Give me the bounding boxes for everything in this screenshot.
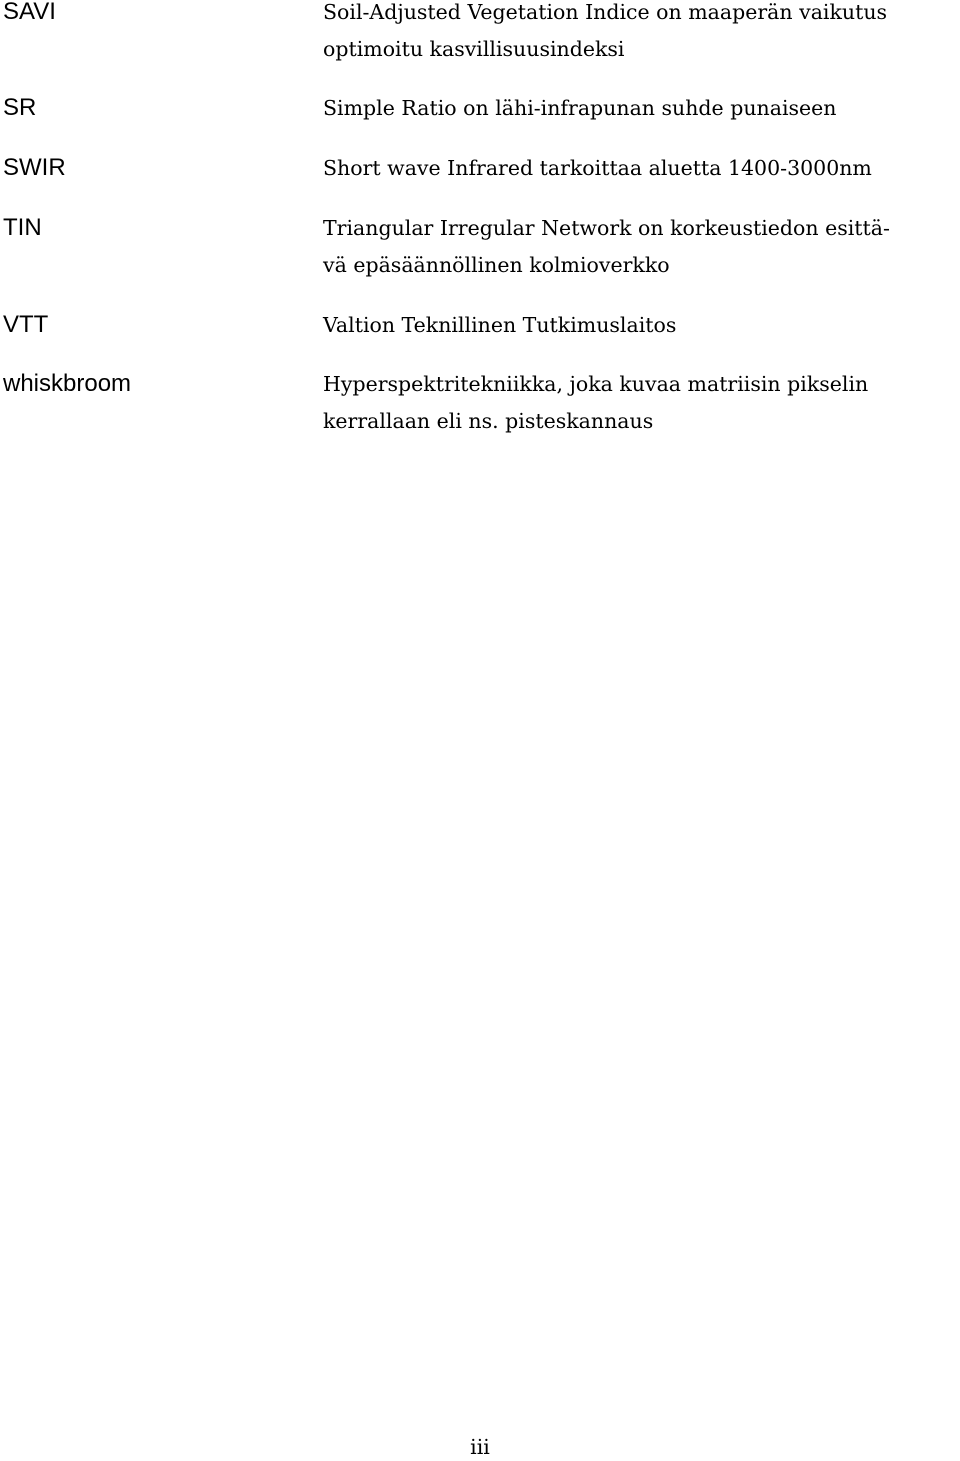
glossary-definition xyxy=(323,150,953,187)
glossary-definition xyxy=(323,366,953,440)
page-number: iii xyxy=(470,1435,490,1459)
definition-line: Simple Ratio on lähi-infrapunan suhde punaiseen xyxy=(323,96,837,120)
glossary-term: SWIR xyxy=(3,154,66,181)
definition-line: kerrallaan eli ns. pisteskannaus xyxy=(323,409,654,433)
glossary-term: TIN xyxy=(3,214,42,241)
definition-line: Triangular Irregular Network on korkeustiedon esittä- xyxy=(323,216,890,240)
definition-line: Short wave Infrared tarkoittaa aluetta 1400-3000nm xyxy=(323,156,872,180)
glossary-term: SR xyxy=(3,94,37,121)
definition-line: Valtion Teknillinen Tutkimuslaitos xyxy=(323,313,677,337)
definition-line: optimoitu kasvillisuusindeksi xyxy=(323,37,625,61)
glossary-term: SAVI xyxy=(3,0,56,25)
glossary-definition xyxy=(323,210,953,284)
definition-line: Hyperspektritekniikka, joka kuvaa matriisin pikselin xyxy=(323,372,869,396)
glossary-definition xyxy=(323,307,953,344)
definition-line: vä epäsäännöllinen kolmioverkko xyxy=(323,253,670,277)
glossary-definition xyxy=(323,90,953,127)
glossary-term: whiskbroom xyxy=(3,370,132,397)
glossary-definition xyxy=(323,0,953,68)
glossary-term: VTT xyxy=(3,311,49,338)
definition-line: Soil-Adjusted Vegetation Indice on maaperän vaikutus xyxy=(323,0,888,24)
